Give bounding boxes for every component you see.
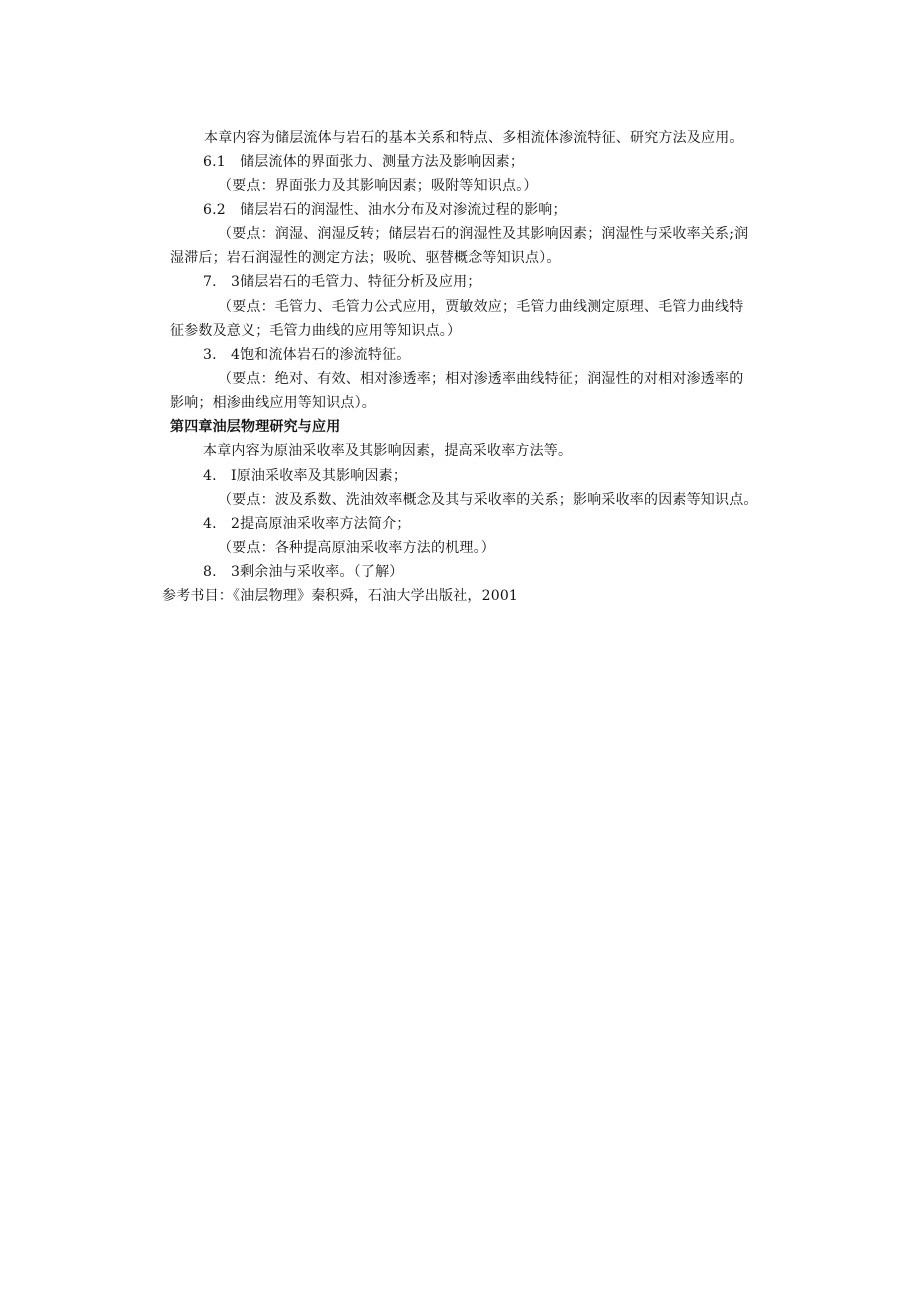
section-4-1-title: 4. I原油采收率及其影响因素； xyxy=(203,468,408,484)
section-6-2-points-line1: （要点：润湿、润湿反转；储层岩石的润湿性及其影响因素；润湿性与采收率关系;润 xyxy=(218,226,749,242)
section-4-1-points: （要点：波及系数、洗油效率概念及其与采收率的关系；影响采收率的因素等知识点。 xyxy=(218,492,758,508)
section-6-2-title: 6.2 储层岩石的润湿性、油水分布及对渗流过程的影响； xyxy=(203,202,567,218)
section-3-4-points-line2: 影响；相渗曲线应用等知识点）。 xyxy=(170,395,376,411)
section-6-1-title: 6.1 储层流体的界面张力、测量方法及影响因素； xyxy=(203,154,525,170)
chapter4-intro: 本章内容为原油采收率及其影响因素，提高采收率方法等。 xyxy=(203,443,573,459)
section-8-3-title: 8. 3剩余油与采收率。（了解） xyxy=(203,564,404,580)
section-6-1-points: （要点：界面张力及其影响因素；吸附等知识点。） xyxy=(218,178,538,194)
chapter4-heading: 第四章油层物理研究与应用 xyxy=(170,419,341,435)
section-7-3-points-line1: （要点：毛管力、毛管力公式应用，贾敏效应；毛管力曲线测定原理、毛管力曲线特 xyxy=(218,299,744,315)
section-3-4-points-line1: （要点：绝对、有效、相对渗透率；相对渗透率曲线特征；润湿性的对相对渗透率的 xyxy=(218,371,744,387)
section-4-2-points: （要点：各种提高原油采收率方法的机理。） xyxy=(218,540,495,556)
section-7-3-points-line2: 征参数及意义；毛管力曲线的应用等知识点。） xyxy=(170,323,462,339)
section-6-2-points-line2: 湿滞后；岩石润湿性的测定方法；吸吮、驱替概念等知识点）。 xyxy=(170,250,561,266)
section-7-3-title: 7. 3储层岩石的毛管力、特征分析及应用； xyxy=(203,274,482,290)
chapter3-intro: 本章内容为储层流体与岩石的基本关系和特点、多相流体渗流特征、研究方法及应用。 xyxy=(204,130,744,146)
section-4-2-title: 4. 2提高原油采收率方法简介； xyxy=(203,516,411,532)
section-3-4-title: 3. 4饱和流体岩石的渗流特征。 xyxy=(203,347,411,363)
reference-line: 参考书目：《油层物理》秦积舜，石油大学出版社，2001 xyxy=(162,588,519,604)
